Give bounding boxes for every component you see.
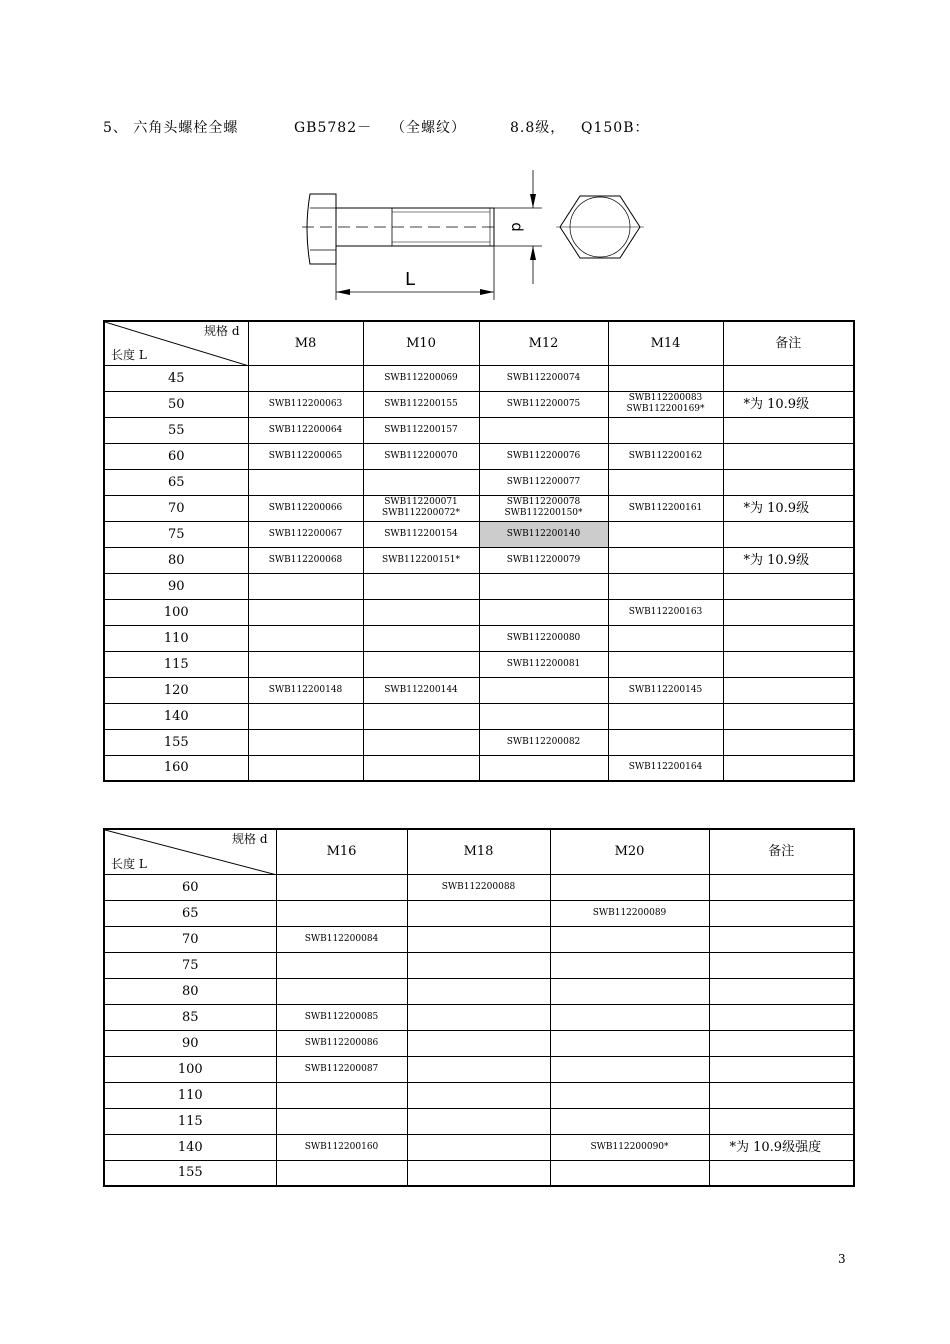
part-number-cell xyxy=(608,625,723,651)
part-number-cell xyxy=(407,1160,550,1186)
part-number-cell xyxy=(363,495,479,521)
part-number-cell: SWB112200064 xyxy=(248,417,363,443)
corner-spec-label: 规格 d xyxy=(204,324,240,338)
remark-cell xyxy=(723,677,854,703)
remark-cell: *为 10.9级强度 xyxy=(709,1134,854,1160)
column-header: 备注 xyxy=(723,321,854,365)
part-number-cell xyxy=(276,952,407,978)
table-row xyxy=(104,391,854,417)
part-number-cell xyxy=(479,703,608,729)
remark-cell xyxy=(723,443,854,469)
part-number-cell: SWB112200074 xyxy=(479,365,608,391)
part-number-line: SWB112200071 xyxy=(384,497,458,507)
remark-cell xyxy=(723,417,854,443)
length-cell: 80 xyxy=(104,978,276,1004)
part-number-cell xyxy=(276,978,407,1004)
length-cell: 115 xyxy=(104,1108,276,1134)
table-row xyxy=(104,926,854,952)
remark-cell xyxy=(723,703,854,729)
part-number-cell xyxy=(248,599,363,625)
length-cell: 80 xyxy=(104,547,248,573)
table-row xyxy=(104,495,854,521)
part-number-cell: SWB112200082 xyxy=(479,729,608,755)
corner-header xyxy=(104,829,276,874)
page-number: 3 xyxy=(838,1252,846,1266)
length-cell: 90 xyxy=(104,1030,276,1056)
part-number-cell xyxy=(407,900,550,926)
part-number-cell xyxy=(550,952,709,978)
remark-cell xyxy=(723,755,854,781)
part-number-cell: SWB112200161 xyxy=(608,495,723,521)
part-number-cell xyxy=(248,729,363,755)
remark-cell xyxy=(723,573,854,599)
length-cell: 110 xyxy=(104,1082,276,1108)
remark-cell xyxy=(709,1160,854,1186)
part-number-cell xyxy=(550,1160,709,1186)
length-cell: 60 xyxy=(104,443,248,469)
part-number-cell: SWB112200089 xyxy=(550,900,709,926)
part-number-cell xyxy=(550,1030,709,1056)
part-number-cell xyxy=(479,573,608,599)
length-cell: 65 xyxy=(104,900,276,926)
part-number-cell: SWB112200090* xyxy=(550,1134,709,1160)
length-cell: 45 xyxy=(104,365,248,391)
length-cell: 85 xyxy=(104,1004,276,1030)
part-number-cell xyxy=(248,625,363,651)
part-number-cell xyxy=(407,1056,550,1082)
part-number-line: SWB112200169* xyxy=(626,404,705,414)
table-row xyxy=(104,729,854,755)
corner-spec-label: 规格 d xyxy=(232,832,268,846)
heading-part-type: （全螺纹） xyxy=(391,120,466,136)
length-cell: 115 xyxy=(104,651,248,677)
part-number-cell xyxy=(363,573,479,599)
column-header: 备注 xyxy=(709,829,854,874)
part-number-cell: SWB112200144 xyxy=(363,677,479,703)
remark-cell: *为 10.9级 xyxy=(723,391,854,417)
part-number-cell: SWB112200088 xyxy=(407,874,550,900)
remark-cell xyxy=(709,1030,854,1056)
part-number-cell: SWB112200067 xyxy=(248,521,363,547)
remark-cell xyxy=(709,900,854,926)
column-header: M20 xyxy=(550,829,709,874)
part-number-cell xyxy=(276,900,407,926)
length-cell: 140 xyxy=(104,703,248,729)
column-header: M10 xyxy=(363,321,479,365)
spec-table-m8-m14 xyxy=(103,320,855,782)
table-row xyxy=(104,417,854,443)
part-number-cell: SWB112200076 xyxy=(479,443,608,469)
header-row xyxy=(104,321,854,365)
part-number-cell xyxy=(479,417,608,443)
length-cell: 65 xyxy=(104,469,248,495)
part-number-cell: SWB112200068 xyxy=(248,547,363,573)
part-number-cell xyxy=(407,1004,550,1030)
remark-cell: *为 10.9级 xyxy=(723,495,854,521)
length-cell: 120 xyxy=(104,677,248,703)
part-number-line: SWB112200150* xyxy=(504,508,583,518)
table-row xyxy=(104,625,854,651)
part-number-cell xyxy=(608,547,723,573)
table-row xyxy=(104,1108,854,1134)
remark-cell xyxy=(709,874,854,900)
corner-length-label: 长度 L xyxy=(111,347,147,362)
part-number-cell xyxy=(407,1134,550,1160)
part-number-cell xyxy=(363,703,479,729)
part-number-cell xyxy=(248,703,363,729)
table-row xyxy=(104,1004,854,1030)
part-number-cell: SWB112200065 xyxy=(248,443,363,469)
part-number-cell xyxy=(276,1082,407,1108)
column-header: M16 xyxy=(276,829,407,874)
part-number-cell: SWB112200079 xyxy=(479,547,608,573)
table-row xyxy=(104,651,854,677)
part-number-line: SWB112200072* xyxy=(381,508,461,518)
part-number-cell xyxy=(407,926,550,952)
bolt-drawing xyxy=(300,168,650,308)
part-number-cell: SWB112200084 xyxy=(276,926,407,952)
table-row xyxy=(104,900,854,926)
remark-cell xyxy=(709,926,854,952)
part-number-cell xyxy=(407,1030,550,1056)
column-header: M18 xyxy=(407,829,550,874)
length-cell: 100 xyxy=(104,1056,276,1082)
part-number-cell xyxy=(363,755,479,781)
part-number-cell xyxy=(479,677,608,703)
length-cell: 160 xyxy=(104,755,248,781)
table-row xyxy=(104,1082,854,1108)
table-row xyxy=(104,677,854,703)
table-row xyxy=(104,703,854,729)
table-row xyxy=(104,443,854,469)
part-number-cell xyxy=(363,625,479,651)
part-number-cell xyxy=(276,874,407,900)
column-header: M14 xyxy=(608,321,723,365)
diameter-label: d xyxy=(508,222,526,232)
table-row xyxy=(104,755,854,781)
part-number-cell xyxy=(608,391,723,417)
table-row xyxy=(104,365,854,391)
part-number-cell: SWB112200151* xyxy=(363,547,479,573)
part-number-cell xyxy=(407,978,550,1004)
part-number-cell: SWB112200160 xyxy=(276,1134,407,1160)
table-row xyxy=(104,1030,854,1056)
part-number-cell xyxy=(550,1056,709,1082)
part-number-cell xyxy=(276,1160,407,1186)
table-row xyxy=(104,521,854,547)
part-number-cell xyxy=(550,978,709,1004)
part-number-cell: SWB112200063 xyxy=(248,391,363,417)
heading-part-standard: GB5782－ xyxy=(294,120,373,136)
part-number-cell xyxy=(550,926,709,952)
remark-cell xyxy=(723,651,854,677)
part-number-cell: SWB112200148 xyxy=(248,677,363,703)
remark-cell xyxy=(709,978,854,1004)
length-cell: 55 xyxy=(104,417,248,443)
remark-cell xyxy=(723,625,854,651)
corner-length-label: 长度 L xyxy=(111,856,147,871)
length-cell: 75 xyxy=(104,521,248,547)
part-number-cell: SWB112200070 xyxy=(363,443,479,469)
remark-cell xyxy=(723,365,854,391)
table-row xyxy=(104,1056,854,1082)
column-header: M12 xyxy=(479,321,608,365)
heading-part-material: Q150B： xyxy=(581,120,650,136)
part-number-cell: SWB112200164 xyxy=(608,755,723,781)
part-number-cell xyxy=(608,651,723,677)
length-cell: 155 xyxy=(104,1160,276,1186)
length-cell: 70 xyxy=(104,926,276,952)
part-number-cell xyxy=(608,729,723,755)
part-number-cell: SWB112200140 xyxy=(479,521,608,547)
part-number-cell: SWB112200069 xyxy=(363,365,479,391)
part-number-cell: SWB112200145 xyxy=(608,677,723,703)
part-number-cell xyxy=(608,365,723,391)
part-number-cell: SWB112200155 xyxy=(363,391,479,417)
length-cell: 110 xyxy=(104,625,248,651)
length-cell: 75 xyxy=(104,952,276,978)
table-row xyxy=(104,469,854,495)
part-number-cell xyxy=(363,469,479,495)
part-number-cell xyxy=(248,573,363,599)
part-number-line: SWB112200083 xyxy=(628,393,703,403)
part-number-cell: SWB112200154 xyxy=(363,521,479,547)
length-cell: 50 xyxy=(104,391,248,417)
part-number-cell: SWB112200085 xyxy=(276,1004,407,1030)
part-number-cell: SWB112200080 xyxy=(479,625,608,651)
column-header: M8 xyxy=(248,321,363,365)
part-number-cell xyxy=(608,417,723,443)
heading-part-title: 5、 六角头螺栓全螺 xyxy=(103,120,239,136)
part-number-cell: SWB112200077 xyxy=(479,469,608,495)
remark-cell xyxy=(709,1004,854,1030)
part-number-cell xyxy=(608,521,723,547)
length-cell: 100 xyxy=(104,599,248,625)
table-row xyxy=(104,599,854,625)
remark-cell xyxy=(709,1082,854,1108)
part-number-cell xyxy=(407,1108,550,1134)
part-number-cell xyxy=(550,874,709,900)
table-row xyxy=(104,978,854,1004)
length-cell: 90 xyxy=(104,573,248,599)
spec-table-m16-m20 xyxy=(103,828,855,1187)
length-cell: 155 xyxy=(104,729,248,755)
table-row xyxy=(104,1134,854,1160)
part-number-cell xyxy=(550,1108,709,1134)
remark-cell: *为 10.9级 xyxy=(723,547,854,573)
part-number-cell: SWB112200162 xyxy=(608,443,723,469)
part-number-cell: SWB112200066 xyxy=(248,495,363,521)
corner-header xyxy=(104,321,248,365)
remark-cell xyxy=(723,729,854,755)
remark-cell xyxy=(709,952,854,978)
part-number-cell xyxy=(407,952,550,978)
part-number-cell xyxy=(608,703,723,729)
table-row xyxy=(104,547,854,573)
part-number-cell: SWB112200163 xyxy=(608,599,723,625)
length-cell: 140 xyxy=(104,1134,276,1160)
remark-cell xyxy=(709,1056,854,1082)
part-number-cell xyxy=(248,755,363,781)
header-row xyxy=(104,829,854,874)
part-number-cell xyxy=(248,365,363,391)
remark-cell xyxy=(723,521,854,547)
part-number-cell xyxy=(248,651,363,677)
part-number-cell xyxy=(479,495,608,521)
table-row xyxy=(104,874,854,900)
table-row xyxy=(104,952,854,978)
part-number-cell xyxy=(550,1004,709,1030)
part-number-cell xyxy=(608,573,723,599)
remark-cell xyxy=(709,1108,854,1134)
part-number-cell xyxy=(407,1082,550,1108)
part-number-cell xyxy=(479,755,608,781)
part-number-cell xyxy=(276,1108,407,1134)
part-number-cell xyxy=(479,599,608,625)
part-number-cell xyxy=(363,599,479,625)
part-number-cell: SWB112200157 xyxy=(363,417,479,443)
part-number-cell: SWB112200086 xyxy=(276,1030,407,1056)
part-number-cell xyxy=(363,729,479,755)
part-number-cell xyxy=(608,469,723,495)
part-number-cell: SWB112200087 xyxy=(276,1056,407,1082)
heading-part-grade: 8.8级， xyxy=(510,120,566,136)
part-number-cell xyxy=(248,469,363,495)
length-label: L xyxy=(404,269,416,290)
remark-cell xyxy=(723,599,854,625)
length-cell: 60 xyxy=(104,874,276,900)
table-row xyxy=(104,573,854,599)
part-number-cell xyxy=(550,1082,709,1108)
table-row xyxy=(104,1160,854,1186)
part-number-cell: SWB112200081 xyxy=(479,651,608,677)
part-number-cell xyxy=(363,651,479,677)
remark-cell xyxy=(723,469,854,495)
part-number-cell: SWB112200075 xyxy=(479,391,608,417)
part-number-line: SWB112200078 xyxy=(506,497,581,507)
length-cell: 70 xyxy=(104,495,248,521)
